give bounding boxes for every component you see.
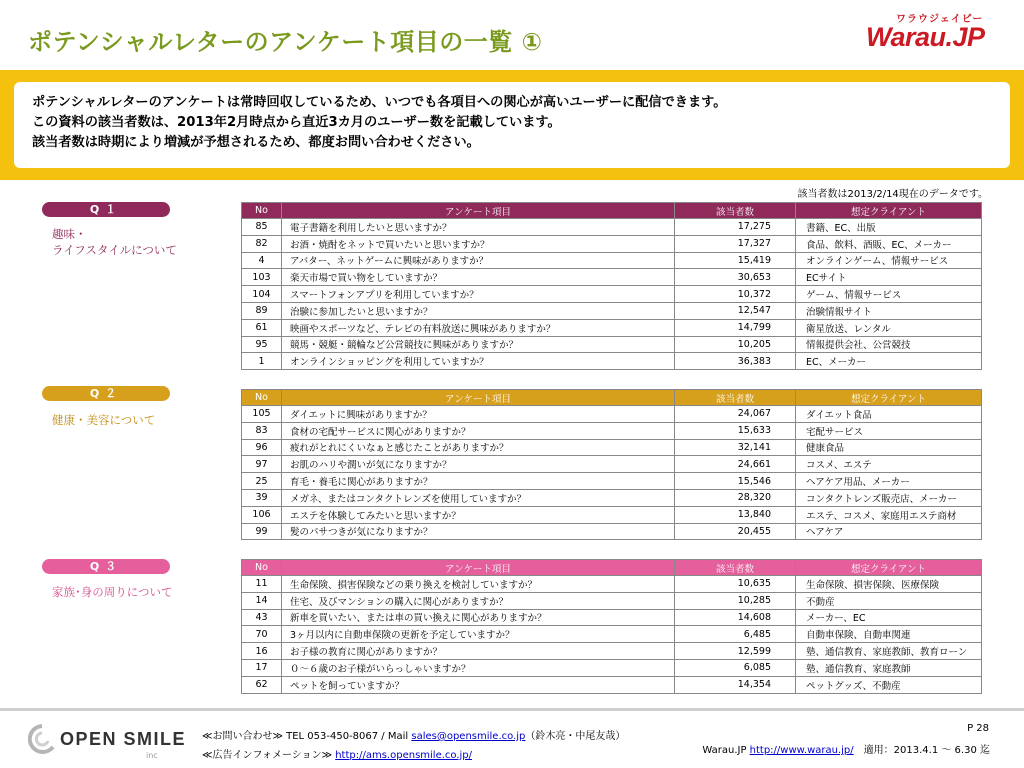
survey-table-q1: [241, 202, 982, 370]
warau-logo-kana: ワラウジェイピー: [896, 14, 984, 25]
cell-no: 104: [242, 286, 282, 303]
contact-block: [202, 727, 625, 765]
cell-count: 24,067: [675, 406, 796, 423]
cell-client: 塾、通信教育、家庭教師: [796, 659, 982, 676]
section-label-q1: [52, 226, 177, 258]
cell-count: 32,141: [675, 439, 796, 456]
notice-line-2: この資料の該当者数は、2013年2月時点から直近3カ月のユーザー数を記載しています。: [32, 115, 561, 130]
section-badge-q3: Q３: [42, 559, 170, 574]
table-row: [242, 252, 982, 269]
cell-count: 12,547: [675, 302, 796, 319]
cell-no: 105: [242, 406, 282, 423]
cell-client: ダイエット食品: [796, 406, 982, 423]
table-row: [242, 676, 982, 693]
cell-no: 99: [242, 523, 282, 540]
warau-footer-line: [702, 741, 990, 756]
table-row: [242, 406, 982, 423]
notice-line-3: 該当者数は時期により増減が予想されるため、都度お問い合わせください。: [32, 135, 480, 150]
table-row: [242, 302, 982, 319]
cell-question: スマートフォンアプリを利用していますか？: [282, 286, 675, 303]
cell-count: 10,635: [675, 576, 796, 593]
cell-no: 1: [242, 353, 282, 370]
table-row: [242, 576, 982, 593]
cell-client: 情報提供会社、公営競技: [796, 336, 982, 353]
table-row: [242, 269, 982, 286]
section-badge-q2: Q２: [42, 386, 170, 401]
header-no: No: [242, 560, 282, 576]
header-question: アンケート項目: [282, 390, 675, 406]
cell-question: 疲れがとれにくいなぁと感じたことがありますか？: [282, 439, 675, 456]
cell-no: 97: [242, 456, 282, 473]
cell-client: メーカー、EC: [796, 609, 982, 626]
cell-count: 10,372: [675, 286, 796, 303]
table-row: [242, 659, 982, 676]
header-client: 想定クライアント: [796, 390, 982, 406]
cell-no: 106: [242, 506, 282, 523]
header-count: 該当者数: [675, 560, 796, 576]
cell-count: 28,320: [675, 489, 796, 506]
cell-count: 17,275: [675, 219, 796, 236]
cell-count: 14,799: [675, 319, 796, 336]
notice-band: [0, 70, 1024, 180]
cell-client: 宅配サービス: [796, 422, 982, 439]
cell-client: コンタクトレンズ販売店、メーカー: [796, 489, 982, 506]
cell-question: 治験に参加したいと思いますか？: [282, 302, 675, 319]
cell-client: EC、メーカー: [796, 353, 982, 370]
cell-count: 10,205: [675, 336, 796, 353]
cell-question: お酒・焼酎をネットで買いたいと思いますか？: [282, 235, 675, 252]
table-row: [242, 456, 982, 473]
cell-client: 食品、飲料、酒販、EC、メーカー: [796, 235, 982, 252]
cell-client: 書籍、EC、出版: [796, 219, 982, 236]
cell-no: 85: [242, 219, 282, 236]
cell-no: 43: [242, 609, 282, 626]
data-as-of-note: 該当者数は2013/2/14現在のデータです。: [797, 189, 988, 200]
cell-count: 14,608: [675, 609, 796, 626]
cell-question: ペットを飼っていますか？: [282, 676, 675, 693]
table-row: [242, 473, 982, 490]
warau-footer-prefix: Warau.JP: [702, 745, 750, 756]
cell-client: ECサイト: [796, 269, 982, 286]
cell-question: 育毛・養毛に関心がありますか？: [282, 473, 675, 490]
survey-table-q3: [241, 559, 982, 694]
cell-count: 24,661: [675, 456, 796, 473]
cell-client: 生命保険、損害保険、医療保険: [796, 576, 982, 593]
contact-line: [202, 727, 625, 746]
cell-no: 70: [242, 626, 282, 643]
cell-no: 62: [242, 676, 282, 693]
cell-question: 住宅、及びマンションの購入に関心がありますか？: [282, 592, 675, 609]
cell-question: 映画やスポーツなど、テレビの有料放送に興味がありますか？: [282, 319, 675, 336]
cell-question: 髪のパサつきが気になりますか？: [282, 523, 675, 540]
survey-table-q2: [241, 389, 982, 540]
cell-count: 36,383: [675, 353, 796, 370]
cell-no: 25: [242, 473, 282, 490]
cell-client: コスメ、エステ: [796, 456, 982, 473]
cell-no: 4: [242, 252, 282, 269]
cell-question: ダイエットに興味がありますか？: [282, 406, 675, 423]
page-number: P 28: [967, 723, 989, 734]
cell-count: 17,327: [675, 235, 796, 252]
table-row: [242, 439, 982, 456]
warau-logo-word: Warau.JP: [866, 22, 985, 52]
cell-client: 自動車保険、自動車関連: [796, 626, 982, 643]
table-row: [242, 626, 982, 643]
warau-logo: [866, 10, 1006, 54]
cell-count: 15,633: [675, 422, 796, 439]
section-label-q2: [52, 412, 155, 428]
header-count: 該当者数: [675, 203, 796, 219]
open-smile-wordmark: OPEN SMILE: [60, 729, 187, 749]
cell-question: 生命保険、損害保険などの乗り換えを検討していますか？: [282, 576, 675, 593]
table-row: [242, 523, 982, 540]
contact-suffix: （鈴木亮・中尾友哉）: [525, 731, 626, 742]
page-title: ポテンシャルレターのアンケート項目の一覧 ①: [28, 28, 543, 56]
cell-client: 塾、通信教育、家庭教師、教育ローン: [796, 643, 982, 660]
cell-client: 衛星放送、レンタル: [796, 319, 982, 336]
cell-client: 健康食品: [796, 439, 982, 456]
section-label-q2-line-1: 健康・美容について: [52, 413, 156, 427]
header-no: No: [242, 390, 282, 406]
cell-count: 12,599: [675, 643, 796, 660]
cell-question: 電子書籍を利用したいと思いますか？: [282, 219, 675, 236]
table-header-row: [242, 390, 982, 406]
cell-client: ヘアケア: [796, 523, 982, 540]
cell-no: 14: [242, 592, 282, 609]
cell-question: お肌のハリや潤いが気になりますか？: [282, 456, 675, 473]
table-row: [242, 353, 982, 370]
cell-no: 39: [242, 489, 282, 506]
cell-client: ペットグッズ、不動産: [796, 676, 982, 693]
cell-no: 96: [242, 439, 282, 456]
section-label-q3: [52, 584, 173, 600]
cell-count: 6,485: [675, 626, 796, 643]
section-label-q1-line-2: ライフスタイルについて: [52, 243, 177, 257]
cell-question: お子様の教育に関心がありますか？: [282, 643, 675, 660]
cell-client: エステ、コスメ、家庭用エステ商材: [796, 506, 982, 523]
table-row: [242, 336, 982, 353]
cell-count: 20,455: [675, 523, 796, 540]
cell-client: オンラインゲーム、情報サービス: [796, 252, 982, 269]
open-smile-mark-icon: [28, 723, 56, 757]
table-row: [242, 643, 982, 660]
table-row: [242, 235, 982, 252]
cell-no: 16: [242, 643, 282, 660]
cell-client: ヘアケア用品、メーカー: [796, 473, 982, 490]
cell-no: 89: [242, 302, 282, 319]
header-client: 想定クライアント: [796, 203, 982, 219]
cell-question: エステを体験してみたいと思いますか？: [282, 506, 675, 523]
warau-url-link[interactable]: http://www.warau.jp/: [749, 745, 854, 756]
cell-count: 10,285: [675, 592, 796, 609]
warau-footer-suffix: 適用：2013.4.1 〜 6.30 迄: [853, 745, 990, 756]
section-label-q1-line-1: 趣味・: [52, 227, 87, 241]
header-question: アンケート項目: [282, 203, 675, 219]
section-badge-q1: Q１: [42, 202, 170, 217]
contact-prefix: ≪お問い合わせ≫ TEL 053-450-8067 / Mail: [202, 731, 412, 742]
cell-no: 103: [242, 269, 282, 286]
cell-no: 82: [242, 235, 282, 252]
table-row: [242, 609, 982, 626]
cell-count: 30,653: [675, 269, 796, 286]
table-row: [242, 286, 982, 303]
cell-question: ０～６歳のお子様がいらっしゃいますか？: [282, 659, 675, 676]
cell-client: 不動産: [796, 592, 982, 609]
header-question: アンケート項目: [282, 560, 675, 576]
cell-question: アバター、ネットゲームに興味がありますか？: [282, 252, 675, 269]
cell-count: 6,085: [675, 659, 796, 676]
cell-question: 食材の宅配サービスに関心がありますか？: [282, 422, 675, 439]
cell-count: 13,840: [675, 506, 796, 523]
cell-question: 競馬・競艇・競輪など公営競技に興味がありますか？: [282, 336, 675, 353]
footer: [0, 708, 1024, 768]
table-row: [242, 506, 982, 523]
info-prefix: ≪広告インフォメーション≫: [202, 750, 336, 761]
cell-client: ゲーム、情報サービス: [796, 286, 982, 303]
info-url-link[interactable]: http://ams.opensmile.co.jp/: [335, 750, 473, 761]
cell-client: 治験情報サイト: [796, 302, 982, 319]
open-smile-logo: [28, 723, 198, 763]
cell-question: メガネ、またはコンタクトレンズを使用していますか？: [282, 489, 675, 506]
cell-no: 61: [242, 319, 282, 336]
open-smile-inc: inc: [146, 751, 158, 760]
cell-question: オンラインショッピングを利用していますか？: [282, 353, 675, 370]
cell-no: 17: [242, 659, 282, 676]
cell-no: 95: [242, 336, 282, 353]
cell-count: 15,546: [675, 473, 796, 490]
table-row: [242, 592, 982, 609]
table-header-row: [242, 560, 982, 576]
section-label-q3-line-1: 家族･身の周りについて: [52, 585, 173, 599]
cell-question: 新車を買いたい、または車の買い換えに関心がありますか？: [282, 609, 675, 626]
cell-question: 楽天市場で買い物をしていますか？: [282, 269, 675, 286]
notice-box: [14, 82, 1010, 168]
info-line: [202, 746, 625, 765]
table-row: [242, 489, 982, 506]
cell-count: 14,354: [675, 676, 796, 693]
header-count: 該当者数: [675, 390, 796, 406]
cell-count: 15,419: [675, 252, 796, 269]
cell-question: 3ヶ月以内に自動車保険の更新を予定していますか？: [282, 626, 675, 643]
contact-email-link[interactable]: sales@opensmile.co.jp: [411, 731, 526, 742]
table-row: [242, 319, 982, 336]
table-row: [242, 219, 982, 236]
cell-no: 11: [242, 576, 282, 593]
table-header-row: [242, 203, 982, 219]
table-row: [242, 422, 982, 439]
header-client: 想定クライアント: [796, 560, 982, 576]
header-no: No: [242, 203, 282, 219]
notice-line-1: ポテンシャルレターのアンケートは常時回収しているため、いつでも各項目への関心が高いユーザーに配信できます。: [32, 95, 727, 110]
cell-no: 83: [242, 422, 282, 439]
